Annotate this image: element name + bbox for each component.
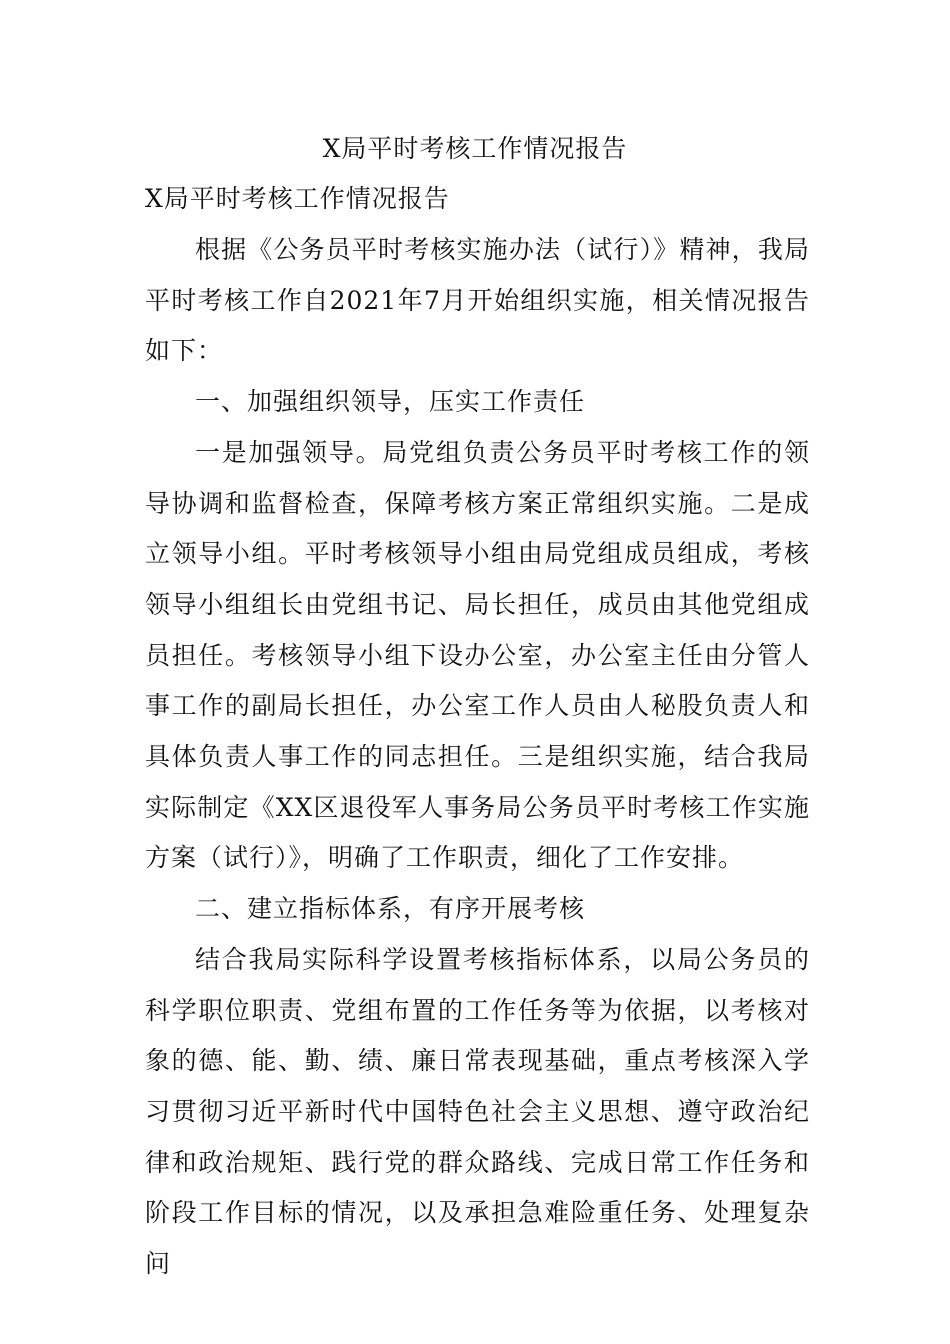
intro-paragraph: 根据《公务员平时考核实施办法（试行）》精神，我局平时考核工作自2021年7月开始组织实施，相关情况报告如下：: [145, 235, 810, 366]
section-heading-2: 二、建立指标体系，有序开展考核: [195, 894, 586, 924]
section-heading-1: 一、加强组织领导，压实工作责任: [195, 387, 586, 417]
section-1-paragraph: 一是加强领导。局党组负责公务员平时考核工作的领导协调和监督检查，保障考核方案正常组织实施。二是成立领导小组。平时考核领导小组由局党组成员组成，考核领导小组组长由党组书记、局长担任，成员由其他党组成员担任。考核领导小组下设办公室，办公室主任由分管人事工作的副局长担任，办公室工作人员由人秘股负责人和具体负责人事工作的同志担任。三是组织实施，结合我局实际制定《XX区退役军人事务局公务员平时考核工作实施方案（试行）》，明确了工作职责，细化了工作安排。: [145, 437, 810, 873]
document-title: X局平时考核工作情况报告: [322, 134, 628, 163]
document-body: [145, 225, 810, 1290]
document-subtitle: X局平时考核工作情况报告: [145, 184, 450, 213]
section-2-paragraph: 结合我局实际科学设置考核指标体系，以局公务员的科学职位职责、党组布置的工作任务等为依据，以考核对象的德、能、勤、绩、廉日常表现基础，重点考核深入学习贯彻习近平新时代中国特色社会主义思想、遵守政治纪律和政治规矩、践行党的群众路线、完成日常工作任务和阶段工作目标的情况，以及承担急难险重任务、处理复杂问: [145, 944, 810, 1279]
